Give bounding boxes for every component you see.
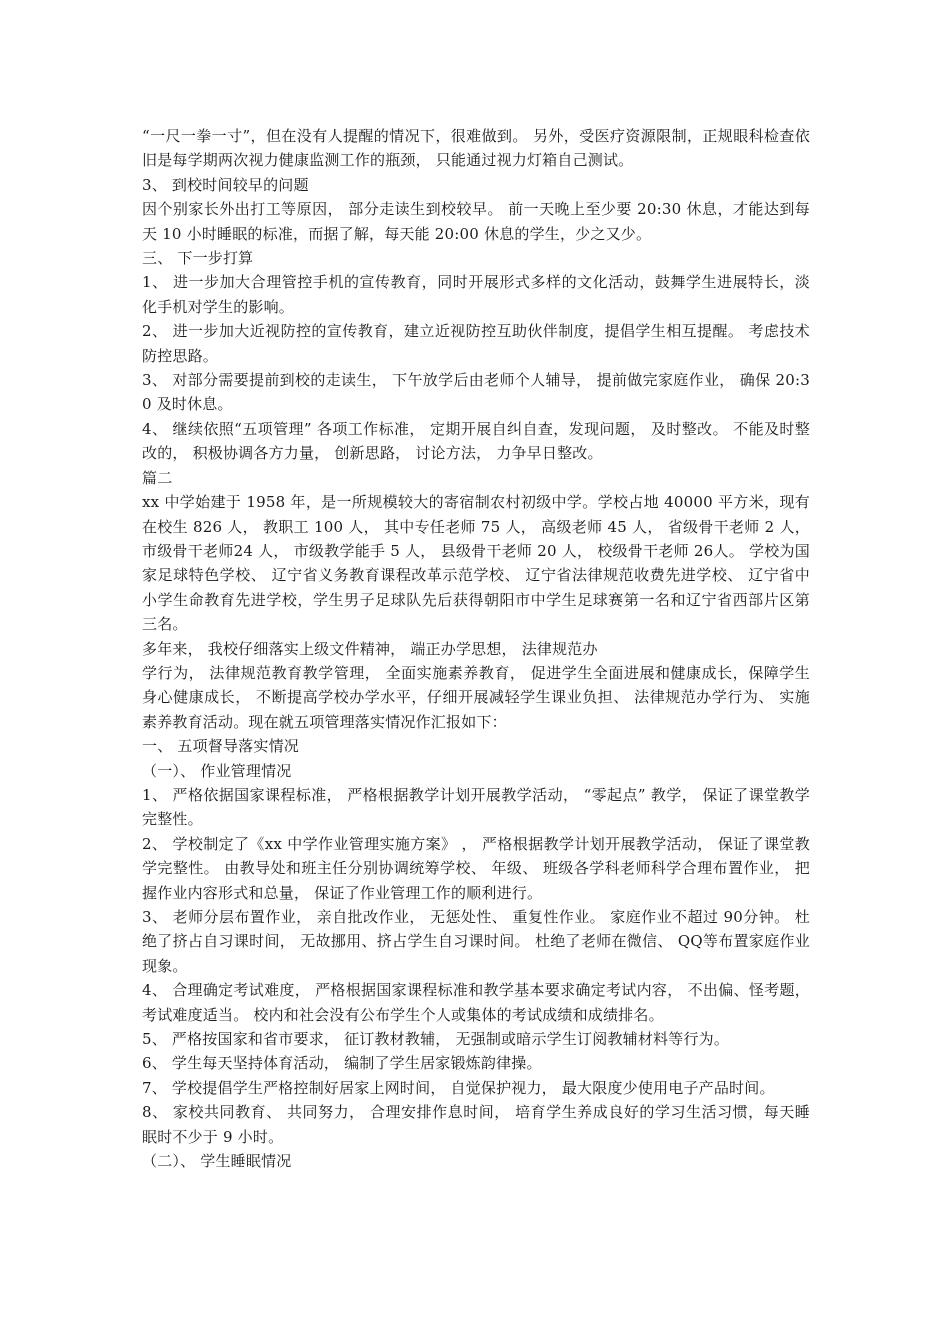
- paragraph-20: 6、 学生每天坚持体育活动， 编制了学生居家锻炼韵律操。: [142, 1054, 542, 1073]
- paragraph-8: 4、 继续依照“五项管理” 各项工作标准， 定期开展自纠自查，发现问题， 及时整改。 不能及时整改的， 积极协调各方力量， 创新思路， 讨论方法， 力争早日整改。: [142, 419, 810, 463]
- paragraph-1: “一尺一拳一寸”，但在没有人提醒的情况下，很难做到。 另外，受医疗资源限制，正规眼科检查依旧是每学期两次视力健康监测工作的瓶颈， 只能通过视力灯箱自己测试。: [142, 127, 810, 170]
- section-heading-part-two: 篇二: [142, 468, 173, 487]
- paragraph-7: 3、 对部分需要提前到校的走读生， 下午放学后由老师个人辅导， 提前做完家庭作业， 确保 20:30 及时休息。: [142, 371, 810, 414]
- section-heading-five-items: 一、 五项督导落实情况: [142, 737, 299, 756]
- paragraph-21: 7、 学校提倡学生严格控制好居家上网时间， 自觉保护视力， 最大限度少使用电子产品时间。: [142, 1078, 775, 1097]
- paragraph-17: 3、 老师分层布置作业， 亲自批改作业， 无惩处性、 重复性作业。 家庭作业不超过 90分钟。 杜绝了挤占自习课时间， 无故挪用、挤占学生自习课时间。 杜绝了老师在微信、 QQ等布置家庭作业现象。: [142, 908, 810, 975]
- paragraph-15: 1、 严格依据国家课程标准， 严格根据教学计划开展教学活动， “零起点” 教学， 保证了课堂教学完整性。: [142, 785, 810, 829]
- paragraph-3: 因个别家长外出打工等原因， 部分走读生到校较早。 前一天晚上至少要 20:30 休息，才能达到每天 10 小时睡眠的标准，而据了解，每天能 20:00 休息的学生，少之又少。: [142, 200, 810, 243]
- paragraph-6: 2、 进一步加大近视防控的宣传教育，建立近视防控互助伙伴制度，提倡学生相互提醒。 考虑技术防控思路。: [142, 322, 810, 365]
- paragraph-22: 8、 家校共同教育、 共同努力， 合理安排作息时间， 培育学生养成良好的学习生活习惯，每天睡眠时不少于 9 小时。: [142, 1103, 810, 1146]
- paragraph-19: 5、 严格按国家和省市要求， 征订教材教辅， 无强制或暗示学生订阅教辅材料等行为。: [142, 1030, 730, 1049]
- section-heading-next-plan: 三、 下一步打算: [142, 249, 254, 268]
- paragraph-2: 3、 到校时间较早的问题: [142, 175, 309, 194]
- paragraph-16: 2、 学校制定了《xx 中学作业管理实施方案》 ， 严格根据教学计划开展教学活动， 保证了课堂教学完整性。 由教导处和班主任分别协调统筹学校、 年级、 班级各学科老师科学合理布置作业， 把握作业内容形式和总量， 保证了作业管理工作的顺利进行。: [142, 834, 810, 902]
- subheading-homework: （一）、 作业管理情况: [142, 761, 292, 780]
- paragraph-11: 多年来， 我校仔细落实上级文件精神， 端正办学思想， 法律规范办: [142, 639, 598, 658]
- paragraph-18: 4、 合理确定考试难度， 严格根据国家课程标准和教学基本要求确定考试内容， 不出偏、怪考题， 考试难度适当。 校内和社会没有公布学生个人或集体的考试成绩和成绩排名。: [142, 981, 810, 1024]
- paragraph-12: 学行为， 法律规范教育教学管理， 全面实施素养教育， 促进学生全面进展和健康成长，保障学生身心健康成长， 不断提高学校办学水平，仔细开展减轻学生课业负担、 法律规范办学行为、 实施素养教育活动。现在就五项管理落实情况作汇报如下：: [142, 663, 810, 731]
- document-body: [142, 124, 810, 1173]
- paragraph-10: xx 中学始建于 1958 年，是一所规模较大的寄宿制农村初级中学。学校占地 40000 平方米，现有在校生 826 人， 教职工 100 人， 其中专任老师 75 人， 高级老师 45 人， 省级骨干老师 2 人， 市级骨干老师24 人， 市级教学能手 5 人， 县级骨干老师 20 人， 校级骨干老师 26人。 学校为国家足球特色学校、 辽宁省义务教育课程改革示范学校、 辽宁省法律规范收费先进学校、 辽宁省中小学生命教育先进学校，学生男子足球队先后获得朝阳市中学生足球赛第一名和辽宁省西部片区第三名。: [142, 493, 810, 634]
- paragraph-5: 1、 进一步加大合理管控手机的宣传教育，同时开展形式多样的文化活动，鼓舞学生进展特长，淡化手机对学生的影响。: [142, 273, 810, 316]
- subheading-sleep: （二）、 学生睡眠情况: [142, 1152, 292, 1171]
